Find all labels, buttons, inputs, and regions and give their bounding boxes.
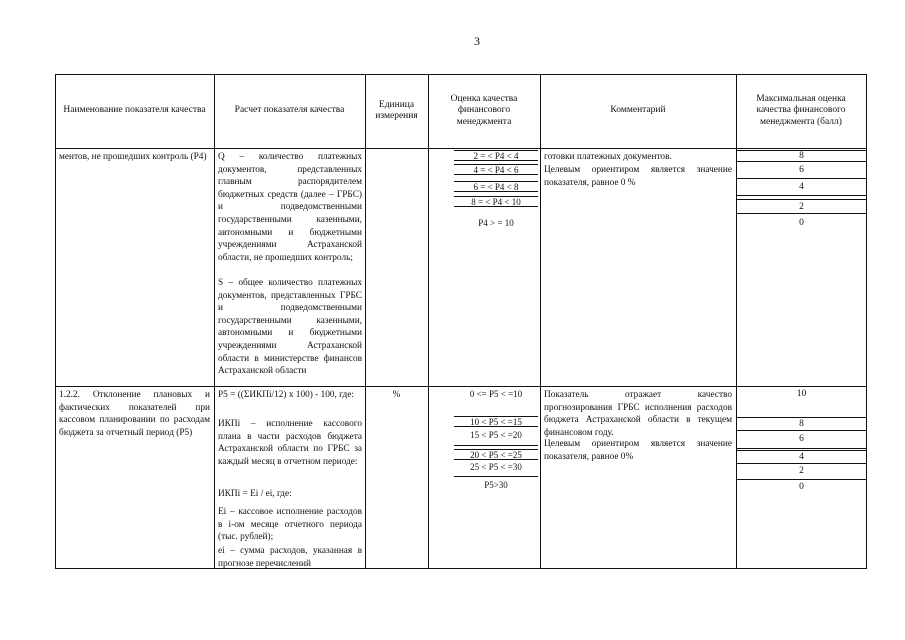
- row-p5-calc-ikp-formula: ИКПi = Ei / ei, где:: [218, 489, 292, 499]
- max-score: 0: [799, 482, 804, 492]
- score-range: 6 = < P4 < 8: [454, 181, 538, 192]
- header-name: Наименование показателя качества: [63, 105, 206, 116]
- row-p5-calc-ei-sum: ei – сумма расходов, указанная в прогнозе перечислений: [218, 546, 362, 569]
- max-score: 8: [737, 417, 866, 431]
- score-range: 0 <= P5 < =10: [469, 389, 523, 399]
- row-p4-name: ментов, не прошедших контроль (Р4): [59, 152, 207, 162]
- score-range: P4 > = 10: [478, 218, 514, 228]
- max-score: 4: [737, 179, 866, 196]
- max-score: 2: [737, 199, 866, 214]
- max-score: 4: [737, 450, 866, 464]
- max-score: 6: [737, 162, 866, 179]
- header-score: Оценка качества финансового менеджмента: [450, 93, 518, 127]
- header-unit: Единица измерения: [375, 99, 418, 121]
- score-range: 8 = < P4 < 10: [454, 196, 538, 207]
- row-p4-calc: Q – количество платежных документов, представленных главным распорядителем бюджетных средств (далее – ГРБС) и подведомственными государственными казенными, автономными и бюджетными учреждениями Астраханской области, не прошедших контроль;: [218, 152, 362, 263]
- score-range: 10 < P5 < =15: [454, 416, 538, 427]
- max-score: 10: [796, 389, 807, 399]
- row-p5-comment-target: Целевым ориентиром является значение показателя, равное 0%: [544, 439, 732, 462]
- row-p5-calc-formula: P5 = ((ΣИКПi/12) x 100) - 100, где:: [218, 390, 354, 400]
- row-p5-calc-ikp: ИКПi – исполнение кассового плана в части расходов бюджета Астраханской области по ГРБС за каждый месяц в отчетном периоде:: [218, 419, 362, 467]
- max-score: 0: [799, 218, 804, 228]
- score-range: 15 < P5 < =20: [454, 427, 538, 446]
- score-range: 25 < P5 < =30: [454, 460, 538, 477]
- max-score: 6: [737, 431, 866, 449]
- score-range: 4 = < P4 < 6: [454, 164, 538, 175]
- score-range: 20 < P5 < =25: [454, 449, 538, 460]
- max-score: 8: [737, 150, 866, 162]
- header-calculation: Расчет показателя качества: [234, 105, 345, 116]
- row-p5-calc-ei: Ei – кассовое исполнение расходов в i-ом месяце отчетного периода (тыс. рублей);: [218, 507, 362, 543]
- score-range: 2 = < P4 < 4: [454, 150, 538, 161]
- page-number: 3: [474, 34, 480, 48]
- row-p4-comment: готовки платежных документов.: [544, 152, 672, 162]
- row-p4-calc-s: S – общее количество платежных документов, представленных ГРБС и подведомственными государственными казенными, автономными и бюджетными учреждениями Астраханской области в министерстве финансов Астраханской области: [218, 278, 362, 377]
- row-p5-name: 1.2.2. Отклонение плановых и фактических показателей при кассовом планировании по расходам бюджета за отчетный период (Р5): [59, 390, 210, 438]
- header-comment: Комментарий: [610, 105, 666, 116]
- row-p4-comment-target: Целевым ориентиром является значение показателя, равное 0 %: [544, 165, 732, 188]
- row-p5-comment: Показатель отражает качество прогнозирования ГРБС исполнения расходов бюджета Астраханской области в текущем финансовом году.: [544, 390, 732, 438]
- header-max-score: Максимальная оценка качества финансового менеджмента (балл): [756, 93, 846, 127]
- row-p5-unit: %: [392, 390, 401, 400]
- score-range: P5>30: [484, 480, 508, 490]
- max-score: 2: [737, 464, 866, 480]
